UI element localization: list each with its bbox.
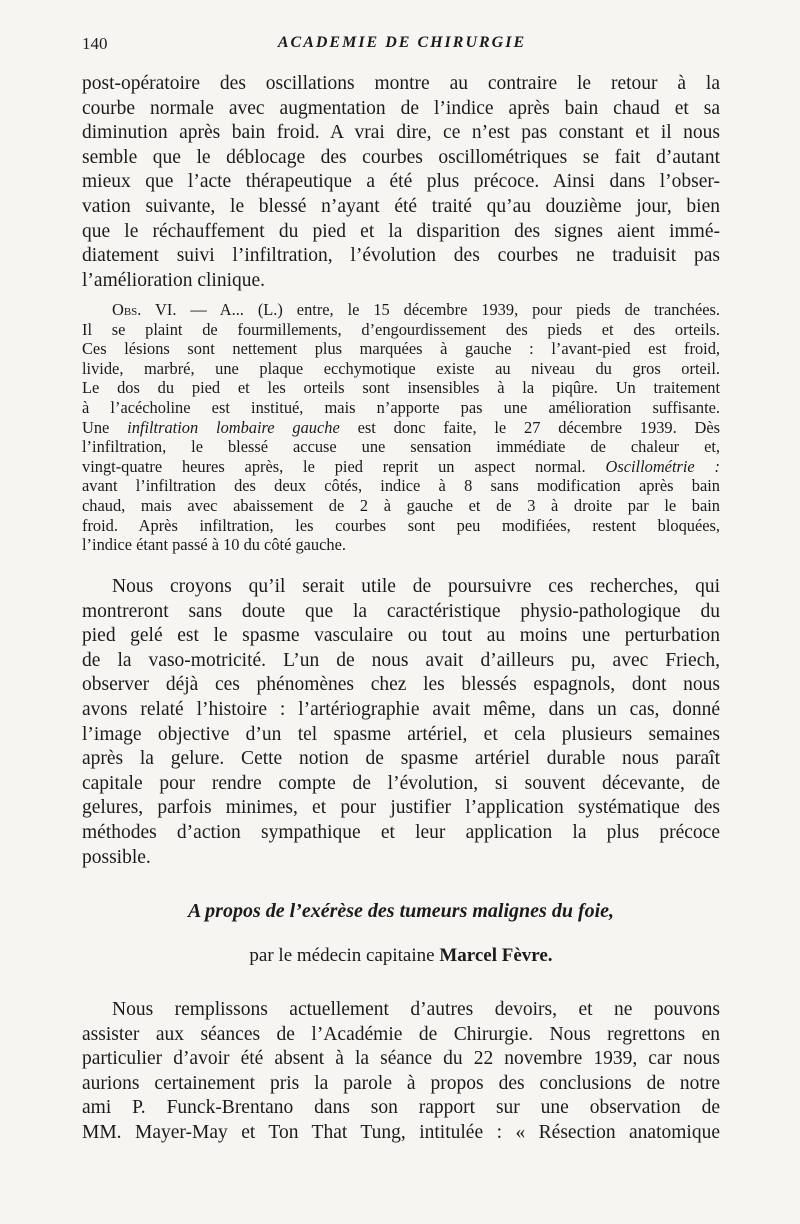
text-line: avons relaté l’histoire : l’artériographie avait même, dans un cas, donné — [82, 698, 720, 720]
text-line: capitale pour rendre compte de l’évolution, si souvent décevante, de — [82, 772, 720, 794]
text-line: mieux que l’acte thérapeutique a été plus précoce. Ainsi dans l’obser- — [82, 171, 720, 193]
observation-block — [82, 300, 720, 555]
line-text: est donc faite, le 27 décembre 1939. Dès — [339, 417, 721, 437]
text-line: post-opératoire des oscillations montre au contraire le retour à la — [82, 73, 720, 94]
text-line: l’amélioration clinique. — [82, 269, 266, 291]
text-line: que le réchauffement du pied et la disparition des signes aient immé- — [82, 220, 720, 242]
text-line: pied gelé est le spasme vasculaire ou tout au moins une perturbation — [82, 625, 720, 647]
text-line: particulier d’avoir été absent à la séance du 22 novembre 1939, car nous — [82, 1048, 720, 1070]
running-header — [82, 34, 722, 54]
text-line: gelures, parfois minimes, et pour justifier l’application systématique des — [82, 797, 720, 819]
text-line: assister aux séances de l’Académie de Chirurgie. Nous regrettons en — [82, 1023, 720, 1045]
observation-first-line — [82, 300, 720, 320]
observation-line: l’infiltration, le blessé accuse une sensation immédiate de chaleur et, — [82, 437, 720, 457]
text-line: après la gelure. Cette notion de spasme artériel durable nous paraît — [82, 748, 720, 770]
article-title: A propos de l’exérèse des tumeurs malignes du foie, — [187, 900, 615, 922]
italic-procedure: infiltration lombaire gauche — [127, 417, 340, 437]
text-line: vation suivante, le blessé n’ayant été traité qu’au douzième jour, bien — [82, 195, 720, 217]
article-byline — [82, 945, 720, 967]
observation-line: l’indice étant passé à 10 du côté gauche. — [82, 535, 346, 555]
observation-line: froid. Après infiltration, les courbes sont peu modifiées, restent bloquées, — [82, 515, 720, 535]
observation-line: à l’acécholine est institué, mais n’apporte pas une amélioration suffisante. — [82, 397, 720, 417]
observation-line-text: — A... (L.) entre, le 15 décembre 1939, pour pieds de tranchées. — [176, 300, 720, 319]
text-line: de la vaso-motricité. L’un de nous avait d’ailleurs pu, avec Friech, — [82, 649, 720, 671]
line-text: Une — [82, 417, 128, 437]
observation-label: Obs. VI. — [112, 300, 177, 319]
paragraph-article-intro — [82, 998, 720, 1146]
observation-line: chaud, mais avec abaissement de 2 à gauche et de 3 à droite par le bain — [82, 495, 720, 515]
text-line: semble que le déblocage des courbes oscillométriques se fait d’autant — [82, 146, 720, 168]
text-line: méthodes d’action sympathique et leur application la plus précoce — [82, 821, 720, 843]
observation-line: livide, marbré, une plaque ecchymotique existe au niveau du gros orteil. — [82, 358, 720, 378]
text-line: montreront sans doute que la caractéristique physio-pathologique du — [82, 600, 720, 622]
text-line: courbe normale avec augmentation de l’indice après bain chaud et sa — [82, 97, 720, 119]
italic-oscillometry: Oscillométrie : — [605, 456, 720, 476]
observation-line: Ces lésions sont nettement plus marquées à gauche : l’avant-pied est froid, — [82, 339, 720, 359]
text-line: Nous remplissons actuellement d’autres devoirs, et ne pouvons — [112, 999, 720, 1020]
author-name: Marcel Fèvre. — [439, 945, 553, 966]
text-line: Nous croyons qu’il serait utile de poursuivre ces recherches, qui — [112, 576, 720, 597]
text-line: ami P. Funck-Brentano dans son rapport sur une observation de — [82, 1097, 720, 1119]
observation-line — [82, 457, 720, 477]
text-line: MM. Mayer-May et Ton That Tung, intitulée : « Résection anatomique — [82, 1121, 720, 1143]
journal-title: ACADEMIE DE CHIRURGIE — [277, 34, 527, 51]
text-line: diatement suivi l’infiltration, l’évolution des courbes ne traduisit pas — [82, 245, 720, 267]
text-line: l’image objective d’un tel spasme artériel, et cela plusieurs semaines — [82, 723, 720, 745]
text-line: diminution après bain froid. A vrai dire, ce n’est pas constant et il nous — [82, 122, 720, 144]
text-line: aurions certainement pris la parole à propos des conclusions de notre — [82, 1072, 720, 1094]
paragraph-continuation — [82, 72, 720, 293]
text-line: observer déjà ces phénomènes chez les blessés espagnols, dont nous — [82, 674, 720, 696]
observation-line: Il se plaint de fourmillements, d’engourdissement des pieds et des orteils. — [82, 319, 720, 339]
paragraph-conclusion — [82, 575, 720, 870]
line-text: vingt-quatre heures après, le pied reprit un aspect normal. — [82, 456, 606, 476]
byline-prefix: par le médecin capitaine — [249, 945, 440, 966]
observation-line — [82, 418, 720, 438]
text-line: possible. — [82, 846, 151, 868]
observation-line: Le dos du pied et les orteils sont insensibles à la piqûre. Un traitement — [82, 378, 720, 398]
page-number: 140 — [82, 34, 108, 53]
observation-line: avant l’infiltration des deux côtés, indice à 8 sans modification après bain — [82, 476, 720, 496]
